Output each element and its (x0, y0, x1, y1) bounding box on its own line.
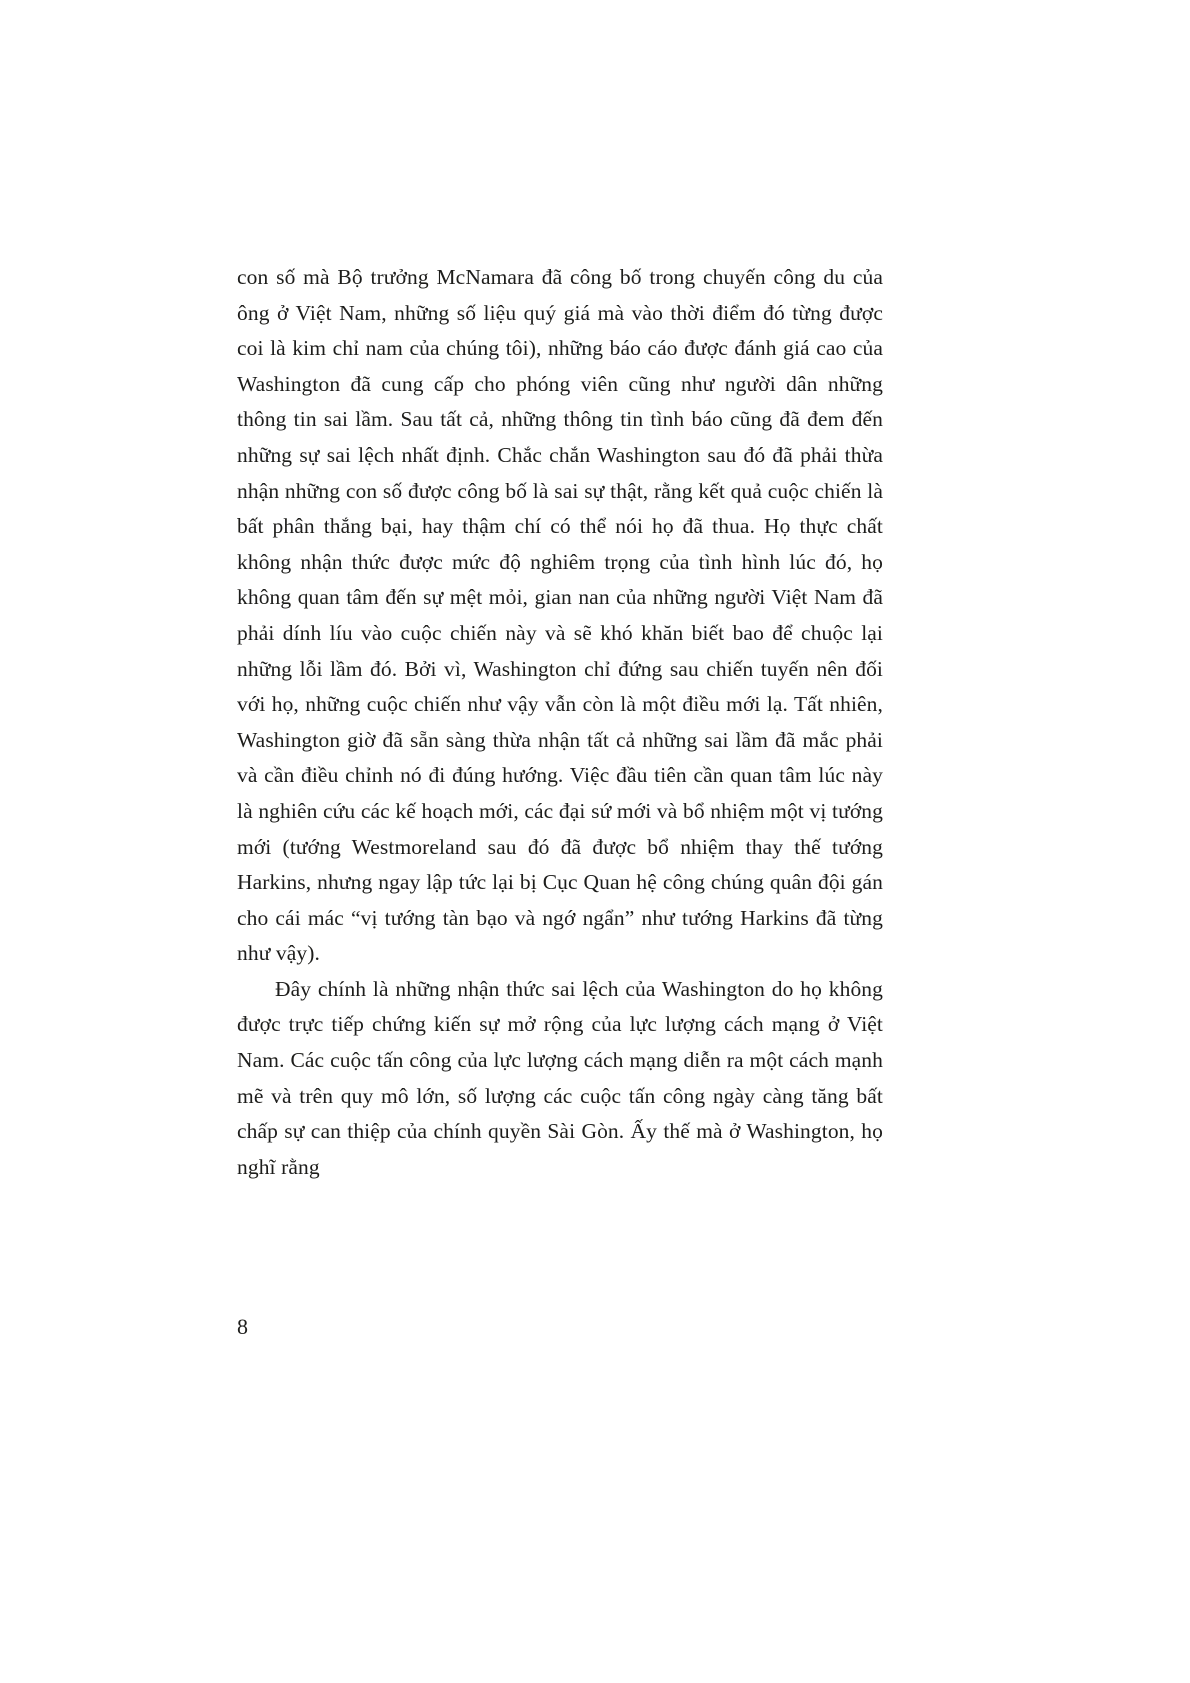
page-content (237, 260, 883, 1185)
paragraph-continued: con số mà Bộ trưởng McNamara đã công bố trong chuyến công du của ông ở Việt Nam, những số liệu quý giá mà vào thời điểm đó từng được coi là kim chỉ nam của chúng tôi), những báo cáo được đánh giá cao của Washington đã cung cấp cho phóng viên cũng như người dân những thông tin sai lầm. Sau tất cả, những thông tin tình báo cũng đã đem đến những sự sai lệch nhất định. Chắc chắn Washington sau đó đã phải thừa nhận những con số được công bố là sai sự thật, rằng kết quả cuộc chiến là bất phân thắng bại, hay thậm chí có thể nói họ đã thua. Họ thực chất không nhận thức được mức độ nghiêm trọng của tình hình lúc đó, họ không quan tâm đến sự mệt mỏi, gian nan của những người Việt Nam đã phải dính líu vào cuộc chiến này và sẽ khó khăn biết bao để chuộc lại những lỗi lầm đó. Bởi vì, Washington chỉ đứng sau chiến tuyến nên đối với họ, những cuộc chiến như vậy vẫn còn là một điều mới lạ. Tất nhiên, Washington giờ đã sẵn sàng thừa nhận tất cả những sai lầm đã mắc phải và cần điều chỉnh nó đi đúng hướng. Việc đầu tiên cần quan tâm lúc này là nghiên cứu các kế hoạch mới, các đại sứ mới và bổ nhiệm một vị tướng mới (tướng Westmoreland sau đó đã được bổ nhiệm thay thế tướng Harkins, nhưng ngay lập tức lại bị Cục Quan hệ công chúng quân đội gán cho cái mác “vị tướng tàn bạo và ngớ ngẩn” như tướng Harkins đã từng như vậy). (237, 265, 883, 966)
page-number: 8 (237, 1314, 248, 1339)
paragraph: Đây chính là những nhận thức sai lệch của Washington do họ không được trực tiếp chứng kiến sự mở rộng của lực lượng cách mạng ở Việt Nam. Các cuộc tấn công của lực lượng cách mạng diễn ra một cách mạnh mẽ và trên quy mô lớn, số lượng các cuộc tấn công ngày càng tăng bất chấp sự can thiệp của chính quyền Sài Gòn. Ấy thế mà ở Washington, họ nghĩ rằng (237, 976, 883, 1179)
